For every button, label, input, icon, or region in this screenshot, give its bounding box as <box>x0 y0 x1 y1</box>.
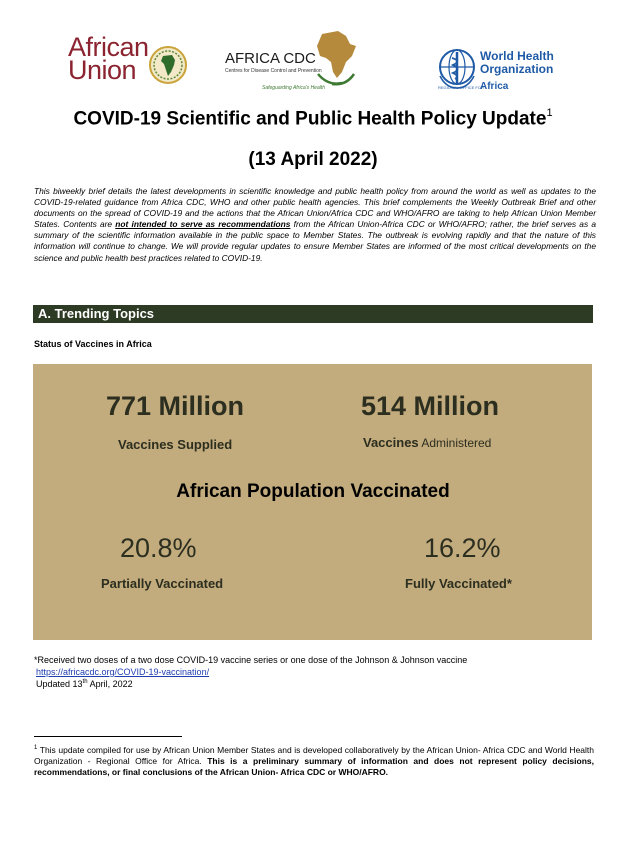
page-title-text: COVID-19 Scientific and Public Health Policy Update <box>73 108 547 130</box>
updated-prefix: Updated 13 <box>36 679 83 689</box>
administered-label-rest: Administered <box>418 436 492 450</box>
who-logo-region-small: REGIONAL OFFICE FOR <box>438 85 484 90</box>
africa-cdc-logo-name: AFRICA CDC <box>225 50 316 67</box>
vaccination-data-link[interactable]: https://africacdc.org/COVID-19-vaccination/ <box>36 667 210 677</box>
footnote-marker: 1 <box>34 745 38 751</box>
who-logo-line1: World Health <box>480 49 554 63</box>
intro-emphasis: not intended to serve as recommendations <box>115 219 291 230</box>
partially-vaccinated-value: 20.8% <box>120 533 197 563</box>
africa-cdc-logo-subtitle: Centres for Disease Control and Prevention <box>225 68 322 74</box>
vaccines-supplied-label: Vaccines Supplied <box>118 437 233 452</box>
page-date: (13 April 2022) <box>248 149 378 170</box>
administered-label-bold: Vaccines <box>363 435 419 450</box>
footnote-text: This update compiled for use by African Union Member States and is developed collaboratively by the African Union- Africa CDC and World Health Organization - Regional Office for Africa. <box>34 744 594 767</box>
africa-cdc-map-icon <box>312 28 360 88</box>
intro-paragraph <box>34 186 596 264</box>
intro-part1: This biweekly brief details the latest developments in scientific knowledge and public health policy from around the world as well as updates to the COVID-19-related guidance from Africa CDC, WHO and other public health agencies. This brief complements the Weekly Outbreak Brief and other documents on the spread of COVID-19 and the actions that the African Union/Africa CDC and WHO/AFRO are taking to help African Union Member States. Contents are <box>34 186 596 230</box>
updated-date-note <box>36 679 133 689</box>
footnote-divider <box>34 736 182 737</box>
section-title: A. Trending Topics <box>38 306 155 321</box>
vaccines-administered-value: 514 Million <box>361 391 500 421</box>
population-vaccinated-title: African Population Vaccinated <box>176 481 450 502</box>
african-union-logo-line2: Union <box>68 55 137 85</box>
partially-vaccinated-label: Partially Vaccinated <box>101 576 224 591</box>
vaccines-supplied-value: 771 Million <box>106 391 245 421</box>
who-logo-line2: Organization <box>480 62 554 76</box>
section-subheading: Status of Vaccines in Africa <box>34 339 152 349</box>
fully-vaccinated-value: 16.2% <box>424 533 501 563</box>
updated-sup: th <box>82 679 88 685</box>
intro-part2: from the African Union-Africa CDC or WHO/AFRO; rather, the brief serves as a summary of the scientific information available in the public space to Member States. The outbreak is evolving rapidly and that the nature of this information will continue to change. We will provide regular updates to ensure Member States are informed of the most critical developments on the science and public health best practices related to COVID-19. <box>34 219 596 263</box>
vaccines-administered-label <box>363 435 491 450</box>
footnote-bold-text: This is a preliminary summary of information and does not represent policy decisions, recommendations, or final conclusions of the African Union- Africa CDC or WHO/AFRO. <box>34 756 594 778</box>
who-logo-name <box>480 50 554 76</box>
who-emblem-icon <box>436 46 478 90</box>
african-union-logo-line1: African <box>68 32 149 62</box>
title-footnote-marker: 1 <box>546 107 553 119</box>
vaccine-definition-note: *Received two doses of a two dose COVID-19 vaccine series or one dose of the Johnson & Johnson vaccine <box>34 655 468 665</box>
africa-cdc-logo-tagline: Safeguarding Africa's Health <box>262 85 326 91</box>
who-logo-region: Africa <box>480 81 509 92</box>
updated-suffix: April, 2022 <box>87 679 133 689</box>
african-union-emblem-icon <box>148 45 188 85</box>
page-title <box>0 108 626 130</box>
fully-vaccinated-label: Fully Vaccinated* <box>405 576 512 591</box>
page-footnote <box>34 743 594 778</box>
